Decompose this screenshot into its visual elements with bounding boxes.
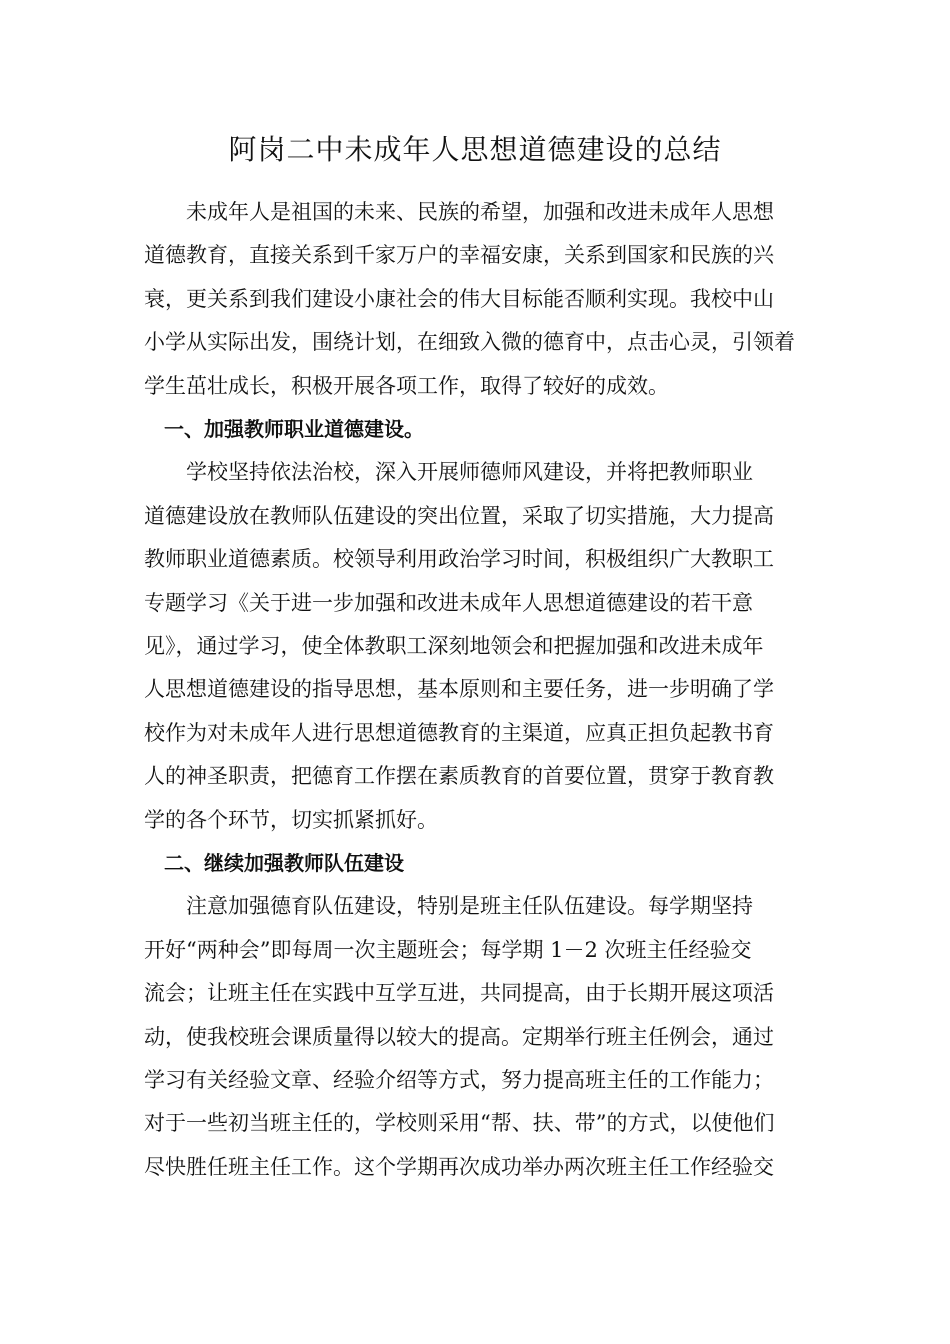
paragraph-line: 校作为对未成年人进行思想道德教育的主渠道，应真正担负起教书育 [144, 720, 774, 745]
paragraph-line: 动，使我校班会课质量得以较大的提高。定期举行班主任例会，通过 [144, 1024, 774, 1049]
paragraph-line: 对于一些初当班主任的，学校则采用“帮、扶、带”的方式，以使他们 [144, 1111, 775, 1136]
paragraph-line: 人思想道德建设的指导思想，基本原则和主要任务，进一步明确了学 [144, 677, 774, 702]
paragraph-line: 学校坚持依法治校，深入开展师德师风建设，并将把教师职业 [144, 460, 753, 485]
paragraph-line: 道德建设放在教师队伍建设的突出位置，采取了切实措施，大力提高 [144, 503, 774, 528]
document-title: 阿岗二中未成年人思想道德建设的总结 [228, 133, 722, 166]
paragraph-line: 学习有关经验文章、经验介绍等方式，努力提高班主任的工作能力； [144, 1068, 774, 1092]
paragraph-line: 尽快胜任班主任工作。这个学期再次成功举办两次班主任工作经验交 [144, 1154, 774, 1179]
paragraph-line: 注意加强德育队伍建设，特别是班主任队伍建设。每学期坚持 [144, 894, 753, 919]
paragraph-line: 教师职业道德素质。校领导利用政治学习时间，积极组织广大教职工 [144, 547, 774, 572]
paragraph-line: 专题学习《关于进一步加强和改进未成年人思想道德建设的若干意 [144, 590, 753, 615]
paragraph-line: 衰，更关系到我们建设小康社会的伟大目标能否顺利实现。我校中山 [144, 286, 774, 311]
paragraph-line: 学的各个环节，切实抓紧抓好。 [144, 807, 438, 832]
paragraph-line: 学生茁壮成长，积极开展各项工作，取得了较好的成效。 [144, 373, 669, 398]
paragraph-line: 未成年人是祖国的未来、民族的希望，加强和改进未成年人思想 [144, 200, 774, 224]
paragraph-line: 人的神圣职责，把德育工作摆在素质教育的首要位置，贯穿于教育教 [144, 764, 774, 789]
paragraph-line: 见》，通过学习，使全体教职工深刻地领会和把握加强和改进未成年 [144, 634, 764, 658]
paragraph-line: 小学从实际出发，围绕计划，在细致入微的德育中，点击心灵，引领着 [144, 330, 795, 355]
section-heading: 一、加强教师职业道德建设。 [144, 417, 424, 441]
paragraph-line: 道德教育，直接关系到千家万户的幸福安康，关系到国家和民族的兴 [144, 243, 774, 268]
paragraph-line: 流会；让班主任在实践中互学互进，共同提高，由于长期开展这项活 [144, 981, 774, 1006]
paragraph-line: 开好“两种会”即每周一次主题班会；每学期 1－2 次班主任经验交 [144, 937, 752, 962]
section-heading: 二、继续加强教师队伍建设 [144, 851, 404, 875]
